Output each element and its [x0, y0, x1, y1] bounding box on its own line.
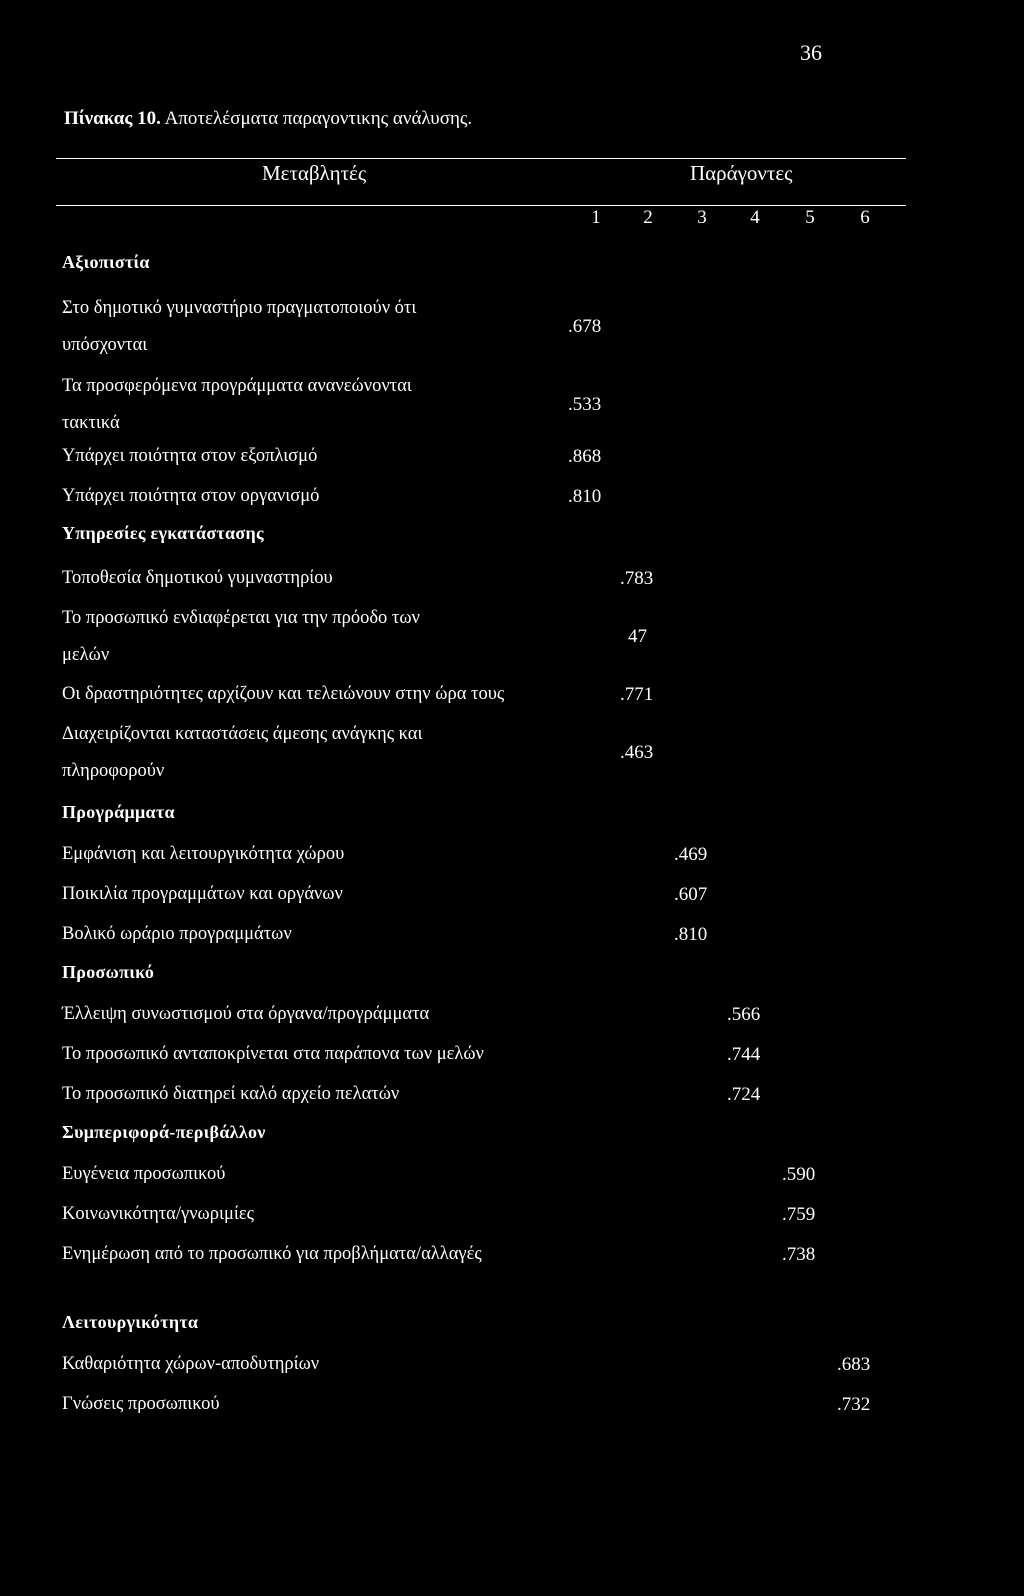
variable-label: [62, 368, 412, 442]
factor-number-5: 5: [805, 207, 815, 228]
factor-loading-value: .783: [620, 567, 654, 589]
group-heading: Συμπεριφορά-περιβάλλον: [62, 1122, 266, 1142]
variable-label: [62, 1036, 484, 1073]
group-heading: Προσωπικό: [62, 962, 155, 982]
variable-label-line: Το προσωπικό διατηρεί καλό αρχείο πελατών: [62, 1084, 400, 1104]
caption-text: Αποτελέσματα παραγοντικης ανάλυσης.: [164, 108, 473, 129]
variable-label-line: Βολικό ωράριο προγραμμάτων: [62, 924, 292, 944]
factor-loading-value: .744: [727, 1043, 761, 1065]
variable-label: [62, 600, 420, 674]
header-factors: Παράγοντες: [690, 161, 793, 185]
header-rule: [56, 205, 906, 206]
variable-label-line: Το προσωπικό ενδιαφέρεται για την πρόοδο των: [62, 608, 420, 628]
variable-label-line: Έλλειψη συνωστισμού στα όργανα/προγράμματα: [62, 1004, 430, 1024]
variable-label-line: Το προσωπικό ανταποκρίνεται στα παράπονα των μελών: [62, 1044, 484, 1064]
group-heading: Υπηρεσίες εγκατάστασης: [62, 523, 264, 543]
variable-label-line: υπόσχονται: [62, 335, 148, 355]
variable-label: [62, 478, 319, 515]
factor-loading-value: .759: [782, 1203, 816, 1225]
variable-label-line: Ευγένεια προσωπικού: [62, 1164, 226, 1184]
table-caption: [64, 108, 472, 130]
factor-loading-value: .533: [568, 394, 602, 415]
factor-loading-value: .724: [727, 1083, 761, 1105]
factor-number-1: 1: [591, 207, 601, 228]
header-variables: Μεταβλητές: [262, 161, 367, 185]
group-heading: Λειτουργικότητα: [62, 1312, 199, 1332]
factor-loading-value: .738: [782, 1243, 816, 1265]
factor-loading-value: .678: [568, 316, 602, 337]
factor-loading-value: .810: [674, 923, 708, 945]
variable-label-line: τακτικά: [62, 413, 120, 433]
factor-loading-value: .810: [568, 485, 602, 507]
variable-label: [62, 290, 416, 364]
variable-label-line: Γνώσεις προσωπικού: [62, 1394, 220, 1414]
factor-loading-value: .683: [837, 1353, 871, 1375]
variable-label-line: Ποικιλία προγραμμάτων και οργάνων: [62, 884, 343, 904]
group-heading: Αξιοπιστία: [62, 252, 150, 272]
variable-label-line: Εμφάνιση και λειτουργικότητα χώρου: [62, 844, 345, 864]
variable-label: [62, 1346, 319, 1383]
variable-label: [62, 438, 317, 475]
variable-label: [62, 1156, 225, 1193]
caption-label: Πίνακας 10.: [64, 108, 161, 129]
variable-label: [62, 836, 344, 873]
variable-label: [62, 876, 343, 913]
variable-label: [62, 1076, 399, 1113]
variable-label-line: Τοποθεσία δημοτικού γυμναστηρίου: [62, 568, 333, 588]
top-rule: [56, 158, 906, 159]
variable-label: [62, 716, 422, 790]
variable-label-line: πληροφορούν: [62, 761, 165, 781]
variable-label-line: Ενημέρωση από το προσωπικό για προβλήματα/αλλαγές: [62, 1244, 482, 1264]
page-number: 36: [800, 40, 822, 65]
factor-number-3: 3: [697, 207, 707, 228]
factor-number-4: 4: [750, 207, 760, 228]
variable-label: [62, 1196, 254, 1233]
variable-label: [62, 1236, 482, 1273]
variable-label: [62, 996, 429, 1033]
factor-loading-value: .732: [837, 1393, 871, 1415]
variable-label: [62, 1386, 220, 1423]
factor-loading-value: .868: [568, 445, 602, 467]
factor-loading-value: .771: [620, 683, 654, 705]
variable-label-line: Υπάρχει ποιότητα στον οργανισμό: [62, 486, 320, 506]
variable-label: [62, 916, 292, 953]
variable-label-line: Υπάρχει ποιότητα στον εξοπλισμό: [62, 446, 318, 466]
variable-label-line: Κοινωνικότητα/γνωριμίες: [62, 1204, 254, 1224]
factor-loading-value: .566: [727, 1003, 761, 1025]
factor-loading-value: .590: [782, 1163, 816, 1185]
factor-loading-value: 47: [628, 626, 647, 647]
variable-label-line: Στο δημοτικό γυμναστήριο πραγματοποιούν ότι: [62, 298, 417, 318]
factor-loading-value: .607: [674, 883, 708, 905]
variable-label-line: Οι δραστηριότητες αρχίζουν και τελειώνουν στην ώρα τους: [62, 684, 505, 704]
factor-number-6: 6: [860, 207, 870, 228]
variable-label: [62, 676, 504, 713]
factor-number-2: 2: [643, 207, 653, 228]
group-heading: Προγράμματα: [62, 802, 175, 822]
variable-label-line: Καθαριότητα χώρων-αποδυτηρίων: [62, 1354, 320, 1374]
variable-label-line: Διαχειρίζονται καταστάσεις άμεσης ανάγκης και: [62, 724, 423, 744]
factor-loading-value: .463: [620, 742, 654, 763]
variable-label-line: μελών: [62, 645, 110, 665]
variable-label-line: Τα προσφερόμενα προγράμματα ανανεώνονται: [62, 376, 412, 396]
variable-label: [62, 560, 333, 597]
factor-loading-value: .469: [674, 843, 708, 865]
